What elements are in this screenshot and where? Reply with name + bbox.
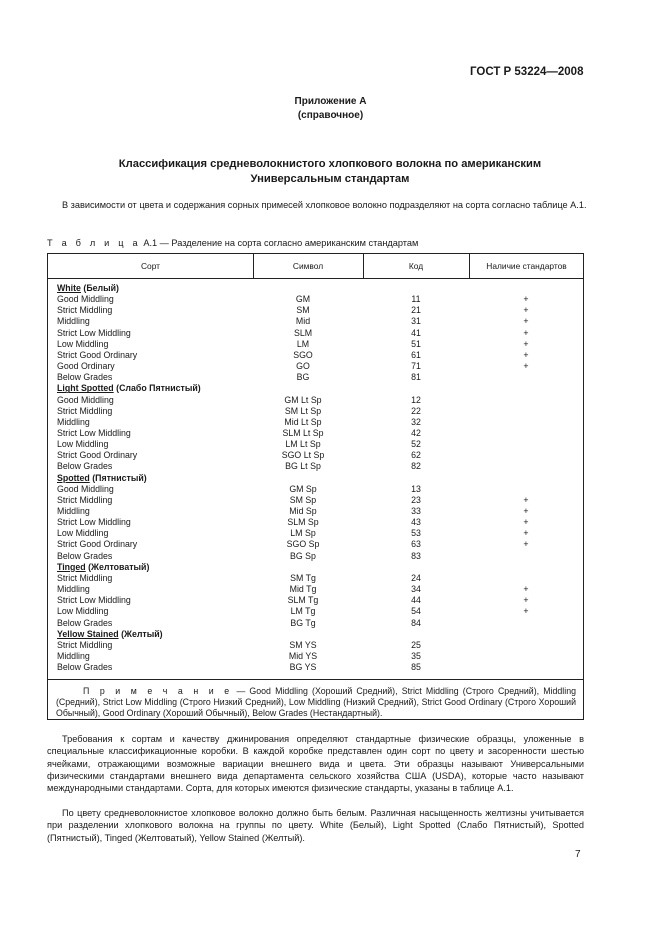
- cell-sort: Strict Good Ordinary: [57, 539, 138, 550]
- group-heading: [48, 629, 583, 640]
- cell-code: 41: [411, 327, 421, 338]
- group-name-ru: (Желтый): [121, 628, 163, 639]
- table-row: [48, 372, 583, 383]
- grades-table: [47, 253, 584, 720]
- table-row: [48, 417, 583, 428]
- group-heading: [48, 562, 583, 573]
- cell-standard: +: [523, 528, 529, 539]
- section-title-line2: Универсальным стандартам: [250, 173, 410, 185]
- group-name: Light Spotted: [57, 383, 114, 394]
- cell-code: 85: [411, 662, 421, 673]
- cell-code: 32: [411, 416, 421, 427]
- cell-code: 82: [411, 461, 421, 472]
- group-label: [57, 562, 149, 573]
- cell-code: 35: [411, 650, 421, 661]
- cell-symbol: BG: [296, 372, 310, 383]
- cell-code: 24: [411, 572, 421, 583]
- group-label: [57, 473, 147, 484]
- cell-symbol: BG Tg: [290, 617, 316, 628]
- table-row: [48, 461, 583, 472]
- cell-sort: Middling: [57, 506, 90, 516]
- table-caption-prefix: Т а б л и ц а: [47, 238, 141, 248]
- cell-sort: Strict Middling: [57, 305, 113, 316]
- table-note: [56, 686, 576, 720]
- cell-sort: Below Grades: [57, 461, 113, 472]
- cell-sort: Strict Good Ordinary: [57, 450, 138, 461]
- cell-code: 13: [411, 483, 421, 494]
- cell-symbol: SM Tg: [290, 572, 316, 583]
- cell-standard: +: [523, 494, 529, 505]
- table-row: [48, 484, 583, 495]
- cell-standard: +: [523, 517, 529, 528]
- cell-sort: Strict Low Middling: [57, 517, 131, 528]
- cell-sort: Good Middling: [57, 294, 114, 305]
- cell-sort: Low Middling: [57, 528, 109, 539]
- cell-sort: Middling: [57, 416, 90, 427]
- group-name-ru: (Слабо Пятнистый): [116, 383, 201, 394]
- cell-code: 62: [411, 450, 421, 461]
- intro-paragraph: В зависимости от цвета и содержания сорных примесей хлопковое волокно подразделяют на сорта согласно таблице А.1.: [62, 200, 587, 210]
- cell-symbol: Mid: [295, 316, 311, 327]
- cell-code: 34: [411, 584, 421, 595]
- cell-standard: +: [523, 316, 529, 327]
- cell-sort: Strict Low Middling: [57, 595, 131, 606]
- table-row: [48, 428, 583, 439]
- cell-sort: Strict Good Ordinary: [57, 349, 138, 360]
- cell-sort: Below Grades: [57, 662, 113, 673]
- group-name: White: [57, 283, 81, 293]
- table-row: [48, 606, 583, 617]
- cell-symbol: SGO: [293, 349, 313, 360]
- table-row: [48, 439, 583, 450]
- paragraph-physical-standards: Требования к сортам и качеству джинирования определяют стандартные физические образцы, уложенные в специальные классификационные коробки. В каждой коробке представлен один сорт по цвету и засоренности шестью ячейками, отражающими возможные вариации внешнего вида и цвета. Эти образцы называют Универсальными физическими стандартами внешнего вида департамента сельского хозяйства США (USDA), которые часто называют международными стандартами. Сорта, для которых имеются физические стандарты, указаны в таблице А.1.: [47, 734, 584, 794]
- header-standard: Наличие стандартов: [486, 261, 567, 271]
- cell-standard: +: [523, 305, 529, 316]
- table-row: [48, 651, 583, 662]
- cell-symbol: SLM Tg: [287, 595, 319, 606]
- cell-sort: Below Grades: [57, 372, 113, 383]
- cell-symbol: Mid Lt Sp: [284, 416, 322, 427]
- cell-symbol: BG Lt Sp: [285, 461, 321, 472]
- cell-sort: Good Ordinary: [57, 361, 115, 372]
- cell-symbol: GM Sp: [289, 483, 317, 494]
- cell-code: 63: [411, 539, 421, 550]
- cell-sort: Low Middling: [57, 606, 109, 617]
- cell-symbol: Mid YS: [288, 650, 318, 661]
- cell-sort: Strict Middling: [57, 639, 113, 650]
- appendix-title: Приложение А: [294, 96, 367, 107]
- cell-standard: +: [523, 606, 529, 617]
- cell-code: 11: [411, 294, 421, 305]
- cell-symbol: SGO Lt Sp: [281, 450, 325, 461]
- table-row: [48, 294, 583, 305]
- section-title: [60, 157, 600, 187]
- table-row: [48, 640, 583, 651]
- cell-symbol: SLM Sp: [287, 517, 319, 528]
- cell-sort: Low Middling: [57, 439, 109, 450]
- cell-code: 25: [411, 639, 421, 650]
- note-rule: [48, 679, 583, 680]
- cell-code: 31: [411, 316, 421, 327]
- table-row: [48, 528, 583, 539]
- table-row: [48, 551, 583, 562]
- group-name: Spotted: [57, 472, 90, 483]
- group-name: Tinged: [57, 561, 86, 572]
- cell-sort: Below Grades: [57, 617, 113, 628]
- cell-sort: Strict Middling: [57, 572, 113, 583]
- table-row: [48, 328, 583, 339]
- table-row: [48, 450, 583, 461]
- cell-code: 42: [411, 427, 421, 438]
- cell-code: 52: [411, 439, 421, 450]
- cell-standard: +: [523, 506, 529, 516]
- cell-symbol: SM: [296, 305, 310, 316]
- table-row: [48, 618, 583, 629]
- cell-code: 44: [411, 595, 421, 606]
- cell-code: 12: [411, 394, 421, 405]
- cell-sort: Middling: [57, 584, 90, 595]
- cell-sort: Good Middling: [57, 394, 114, 405]
- table-row: [48, 495, 583, 506]
- cell-symbol: LM Tg: [290, 606, 316, 617]
- cell-symbol: SGO Sp: [286, 539, 320, 550]
- cell-sort: Strict Low Middling: [57, 427, 131, 438]
- table-row: [48, 305, 583, 316]
- table-caption-text: А.1 — Разделение на сорта согласно американским стандартам: [143, 238, 419, 248]
- cell-sort: Low Middling: [57, 338, 109, 349]
- table-row: [48, 517, 583, 528]
- cell-standard: +: [523, 349, 529, 360]
- cell-symbol: GO: [296, 361, 310, 372]
- cell-standard: +: [523, 584, 529, 595]
- group-name-ru: (Желтоватый): [88, 561, 150, 572]
- cell-symbol: GM: [295, 294, 311, 305]
- section-title-line1: Классификация средневолокнистого хлопкового волокна по американским: [118, 158, 542, 170]
- cell-code: 83: [411, 550, 421, 561]
- page-number: 7: [575, 849, 581, 860]
- cell-code: 22: [411, 405, 421, 416]
- cell-sort: Strict Low Middling: [57, 327, 131, 338]
- cell-standard: +: [523, 294, 529, 305]
- appendix-type: (справочное): [297, 110, 364, 121]
- cell-code: 43: [411, 517, 421, 528]
- group-heading: [48, 473, 583, 484]
- table-row: [48, 595, 583, 606]
- cell-symbol: SLM: [293, 327, 313, 338]
- cell-code: 53: [411, 528, 421, 539]
- table-row: [48, 316, 583, 327]
- cell-standard: +: [523, 361, 529, 372]
- group-name-ru: (Пятнистый): [92, 472, 147, 483]
- group-name-ru: (Белый): [83, 283, 119, 293]
- header-symbol: Символ: [292, 261, 324, 271]
- cell-code: 71: [411, 361, 421, 372]
- group-label: [57, 383, 201, 394]
- table-row: [48, 339, 583, 350]
- table-row: [48, 406, 583, 417]
- cell-code: 23: [411, 494, 421, 505]
- note-label: П р и м е ч а н и е: [83, 686, 233, 696]
- cell-standard: +: [523, 595, 529, 606]
- document-standard-number: ГОСТ Р 53224—2008: [470, 66, 584, 78]
- cell-code: 61: [411, 349, 421, 360]
- cell-sort: Strict Middling: [57, 494, 113, 505]
- table-row: [48, 539, 583, 550]
- cell-symbol: SM Lt Sp: [284, 405, 322, 416]
- cell-symbol: GM Lt Sp: [284, 394, 322, 405]
- group-label: [57, 629, 163, 640]
- group-heading: [48, 283, 583, 294]
- cell-standard: +: [523, 539, 529, 550]
- table-row: [48, 395, 583, 406]
- cell-code: 54: [411, 606, 421, 617]
- note-text: — Good Middling (Хороший Средний), Strict Middling (Строго Средний), Middling (Средний), Strict Low Middling (Строго Низкий Средний), Low Middling (Низкий Средний), Strict Good Ordinary (Строго Хороший Обычный), Good Ordinary (Хороший Обычный), Below Grades (Нестандартный).: [56, 686, 576, 719]
- cell-symbol: SM YS: [289, 639, 317, 650]
- cell-sort: Below Grades: [57, 550, 113, 561]
- cell-sort: Middling: [57, 316, 90, 327]
- table-row: [48, 350, 583, 361]
- group-name: Yellow Stained: [57, 628, 119, 639]
- header-code: Код: [408, 261, 424, 271]
- appendix-heading: [0, 95, 661, 123]
- cell-symbol: LM Lt Sp: [285, 439, 321, 450]
- table-row: [48, 584, 583, 595]
- cell-symbol: Mid Sp: [289, 506, 317, 516]
- cell-symbol: LM: [296, 338, 310, 349]
- cell-code: 84: [411, 617, 421, 628]
- cell-symbol: Mid Tg: [289, 584, 317, 595]
- table-row: [48, 662, 583, 673]
- cell-sort: Middling: [57, 650, 90, 661]
- group-label: [57, 283, 119, 294]
- paragraph-color-groups: По цвету средневолокнистое хлопковое волокно должно быть белым. Различная насыщенность желтизны учитывается при разделении хлопкового волокна на группы по цвету. White (Белый), Light Spotted (Слабо Пятнистый), Spotted (Пятнистый), Tinged (Желтоватый), Yellow Stained (Желтый).: [47, 808, 584, 843]
- header-sort: Сорт: [140, 261, 160, 271]
- cell-standard: +: [523, 327, 529, 338]
- cell-symbol: BG YS: [289, 662, 317, 673]
- cell-standard: +: [523, 338, 529, 349]
- group-heading: [48, 383, 583, 394]
- cell-code: 33: [411, 506, 421, 516]
- cell-sort: Strict Middling: [57, 405, 113, 416]
- cell-symbol: BG Sp: [290, 550, 316, 561]
- table-caption: [47, 238, 418, 248]
- table-row: [48, 361, 583, 372]
- table-row: [48, 573, 583, 584]
- table-row: [48, 506, 583, 517]
- cell-code: 81: [411, 372, 421, 383]
- cell-symbol: LM Sp: [290, 528, 316, 539]
- header-bottom-rule: [48, 278, 583, 279]
- cell-symbol: SM Sp: [289, 494, 317, 505]
- cell-code: 51: [411, 338, 421, 349]
- cell-symbol: SLM Lt Sp: [282, 427, 324, 438]
- cell-code: 21: [411, 305, 421, 316]
- cell-sort: Good Middling: [57, 483, 114, 494]
